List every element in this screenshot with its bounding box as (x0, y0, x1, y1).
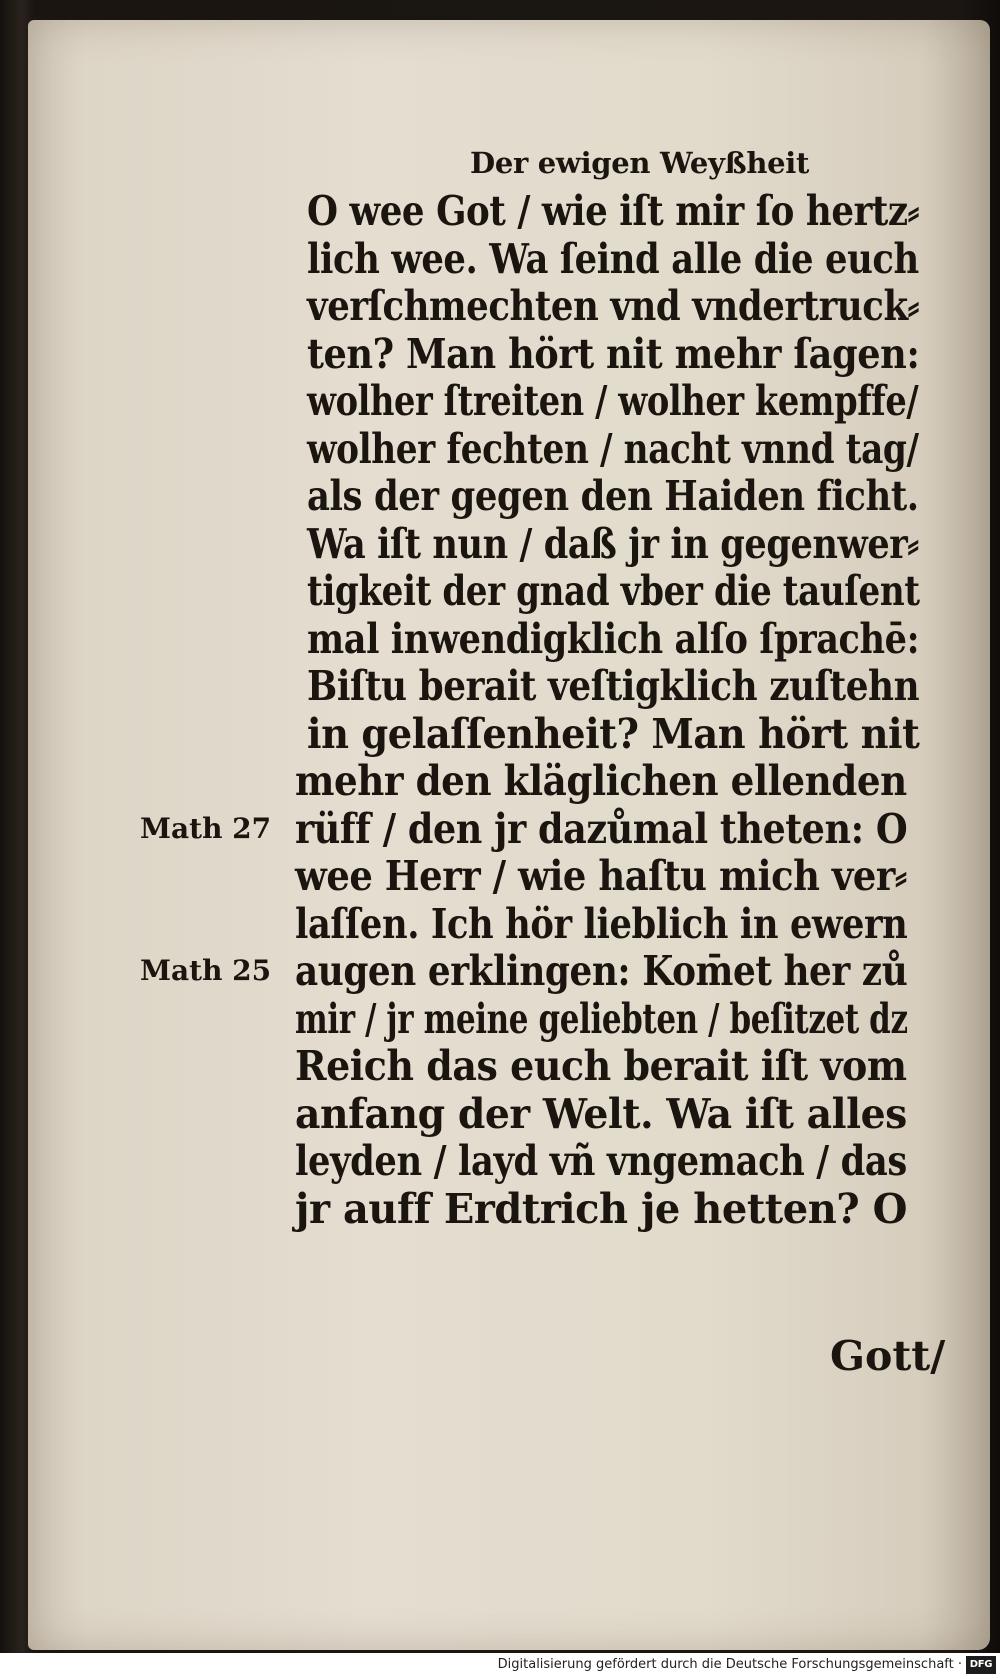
text-line: mehr den kläglichen ellenden (295, 757, 907, 805)
text-line: wolher fechten / nacht vnnd tag/ (307, 424, 919, 473)
dfg-logo: DFG (966, 1656, 996, 1674)
text-line: ten? Man hört nit mehr ſagen: (307, 329, 920, 378)
text-line: in gelaſſenheit? Man hört nit (307, 709, 920, 758)
footer-bar (0, 1653, 1000, 1679)
text-line: mal inwendigklich alſo ſprachē: (307, 614, 920, 663)
text-line: Biſtu berait veſtigklich zuſtehn (307, 662, 920, 710)
text-line: als der gegen den Haiden ficht. (307, 472, 919, 520)
text-line: laſſen. Ich hör lieblich in ewern (295, 899, 908, 948)
text-line: leyden / layd vñ vngemach / das (295, 1137, 907, 1185)
text-line: jr auff Erdtrich je hetten? O (295, 1184, 907, 1233)
margin-note: Math 25 (140, 954, 272, 987)
margin-note: Math 27 (140, 811, 272, 845)
text-line: Wa iſt nun / daß jr in gegenwer⸗ (307, 519, 919, 568)
text-line: anfang der Welt. Wa iſt alles (295, 1089, 907, 1138)
running-header: Der ewigen Weyßheit (470, 146, 810, 180)
text-line: mir / jr meine geliebten / beſitzet dz (295, 994, 908, 1043)
text-line: augen erklingen: Kom̄et her zů (295, 947, 908, 995)
footer-credit: Digitalisierung gefördert durch die Deutsche Forschungsgemeinschaft · (497, 1657, 962, 1672)
text-line: O wee Got / wie iſt mir ſo hertz⸗ (307, 187, 920, 235)
text-line: lich wee. Wa ſeind alle die euch (307, 234, 919, 283)
text-line: rüff / den jr dazůmal theten: O (295, 804, 908, 853)
text-line: wee Herr / wie haſtu mich ver⸗ (295, 852, 907, 900)
text-line: wolher ſtreiten / wolher kempffe/ (307, 377, 919, 425)
catchword: Gott/ (830, 1332, 946, 1380)
text-line: Reich das euch berait iſt vom (295, 1042, 907, 1090)
text-line: verſchmechten vnd vndertruck⸗ (307, 282, 920, 330)
text-line: tigkeit der gnad vber die tauſent (307, 567, 920, 615)
